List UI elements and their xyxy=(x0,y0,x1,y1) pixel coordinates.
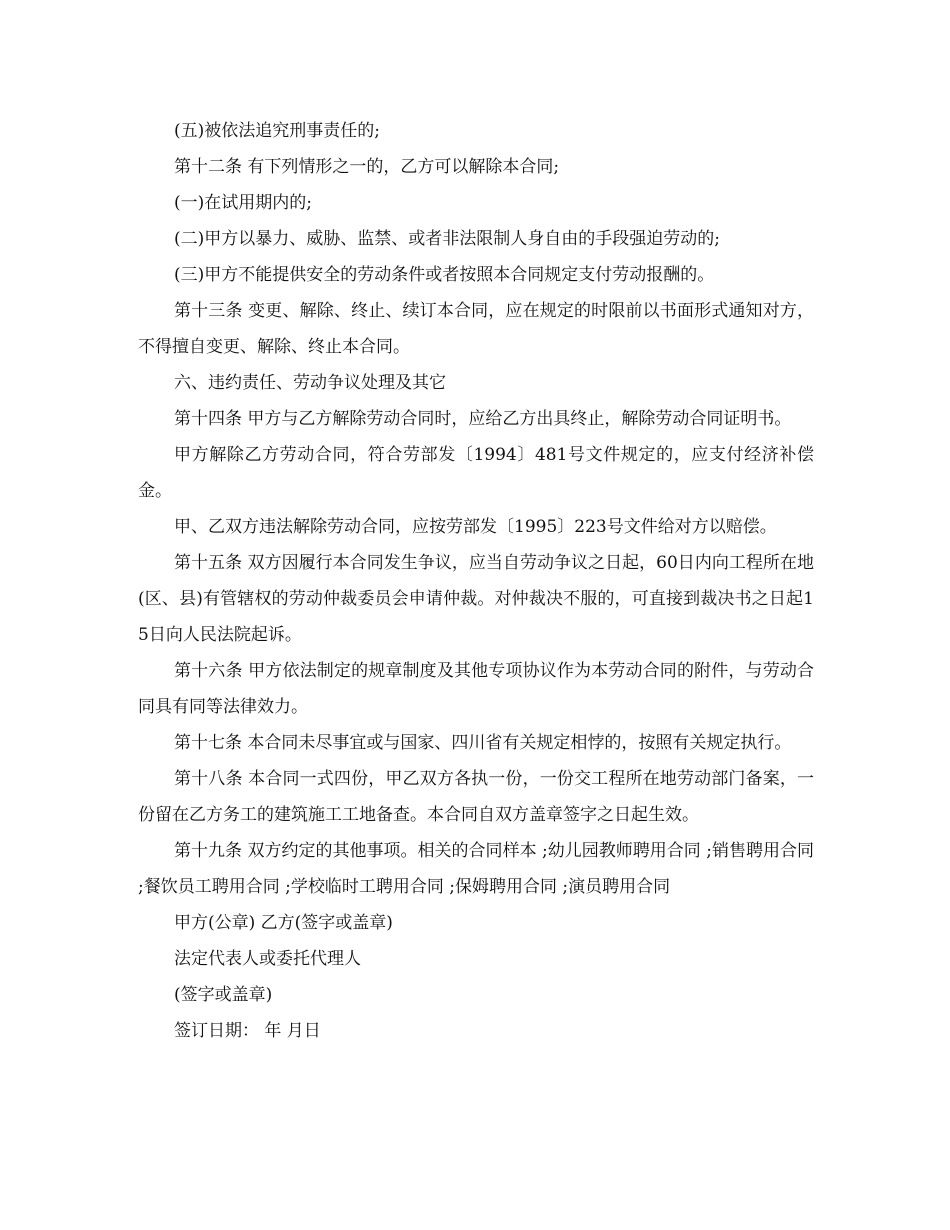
article-15: 第十五条 双方因履行本合同发生争议，应当自劳动争议之日起，60日内向工程所在地(区、县)有管辖权的劳动仲裁委员会申请仲裁。对仲裁决不服的，可直接到裁决书之日起15日向人民法院起诉。 xyxy=(138,553,814,645)
article-12: 第十二条 有下列情形之一的，乙方可以解除本合同; xyxy=(174,157,560,177)
signing-date-line: 签订日期： 年 月日 xyxy=(174,1021,321,1041)
article-14-compensation: 甲方解除乙方劳动合同，符合劳部发〔1994〕481号文件规定的，应支付经济补偿金。 xyxy=(138,445,814,501)
article-13: 第十三条 变更、解除、终止、续订本合同，应在规定的时限前以书面形式通知对方，不得擅自变更、解除、终止本合同。 xyxy=(138,301,814,357)
article-16: 第十六条 甲方依法制定的规章制度及其他专项协议作为本劳动合同的附件，与劳动合同具有同等法律效力。 xyxy=(138,661,814,717)
article-17: 第十七条 本合同未尽事宜或与国家、四川省有关规定相悖的，按照有关规定执行。 xyxy=(174,733,792,753)
document-body xyxy=(138,113,814,1049)
article-12-item-1: (一)在试用期内的; xyxy=(174,193,312,213)
clause-5-item: (五)被依法追究刑事责任的; xyxy=(174,121,380,141)
article-18: 第十八条 本合同一式四份，甲乙双方各执一份，一份交工程所在地劳动部门备案，一份留在乙方务工的建筑施工工地备查。本合同自双方盖章签字之日起生效。 xyxy=(138,769,814,825)
article-14-damages: 甲、乙双方违法解除劳动合同，应按劳部发〔1995〕223号文件给对方以赔偿。 xyxy=(174,517,777,537)
section-6-heading: 六、违约责任、劳动争议处理及其它 xyxy=(174,373,446,393)
article-12-item-2: (二)甲方以暴力、威胁、监禁、或者非法限制人身自由的手段强迫劳动的; xyxy=(174,229,720,249)
legal-representative-line: 法定代表人或委托代理人 xyxy=(174,949,361,969)
article-14: 第十四条 甲方与乙方解除劳动合同时，应给乙方出具终止，解除劳动合同证明书。 xyxy=(174,409,792,429)
sign-or-seal-line: (签字或盖章) xyxy=(174,985,273,1005)
signature-parties: 甲方(公章) 乙方(签字或盖章) xyxy=(174,913,393,933)
article-12-item-3: (三)甲方不能提供安全的劳动条件或者按照本合同规定支付劳动报酬的。 xyxy=(174,265,715,285)
article-19: 第十九条 双方约定的其他事项。相关的合同样本 ;幼儿园教师聘用合同 ;销售聘用合同 ;餐饮员工聘用合同 ;学校临时工聘用合同 ;保姆聘用合同 ;演员聘用合同 xyxy=(138,841,814,897)
